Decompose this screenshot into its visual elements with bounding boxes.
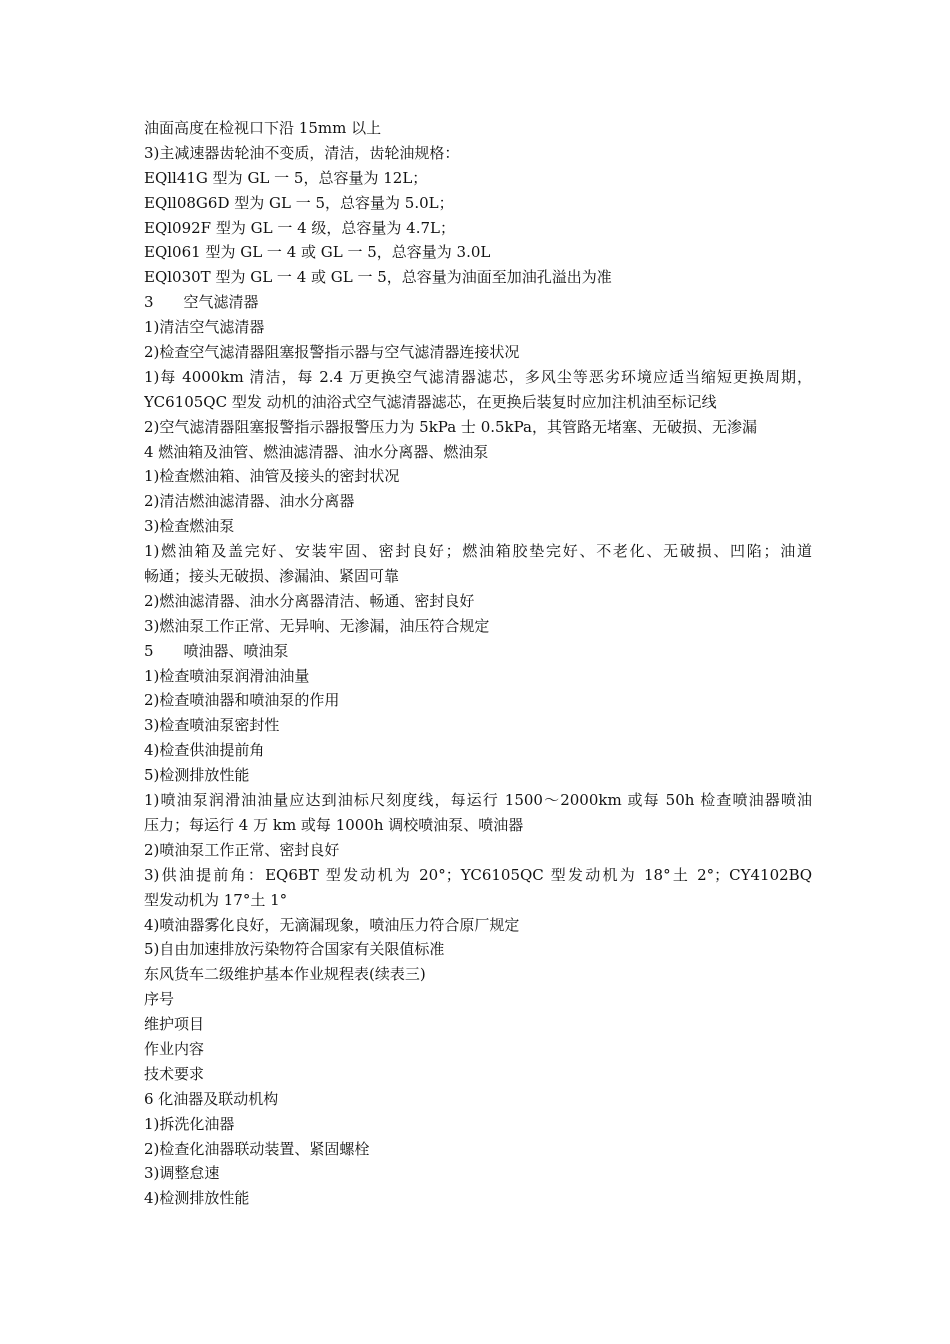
text-line: 2)检查化油器联动装置、紧固螺栓 (144, 1139, 370, 1158)
text-line: 3)供油提前角：EQ6BT 型发动机为 20°；YC6105QC 型发动机为 18°土 2°；CY4102BQ (144, 865, 812, 884)
text-line: 1)喷油泵润滑油油量应达到油标尺刻度线，每运行 1500～2000km 或每 50h 检查喷油器喷油 (144, 791, 812, 810)
text-line: 1)燃油箱及盖完好、安装牢固、密封良好；燃油箱胶垫完好、不老化、无破损、凹陷；油道 (144, 542, 812, 561)
text-line: 畅通；接头无破损、渗漏油、紧固可靠 (144, 567, 400, 586)
text-line: 1)每 4000km 清洁，每 2.4 万更换空气滤清器滤芯，多风尘等恶劣环境应适当缩短更换周期， (144, 367, 812, 386)
text-line: 型发动机为 17°土 1° (144, 890, 288, 909)
section-heading: 4 燃油箱及油管、燃油滤清器、油水分离器、燃油泵 (144, 442, 489, 461)
text-line: 1)检查喷油泵润滑油油量 (144, 666, 310, 685)
text-line: 4)检测排放性能 (144, 1189, 250, 1208)
text-line: EQl061 型为 GL 一 4 或 GL 一 5，总容量为 3.0L (144, 243, 491, 262)
text-line: 5)检测排放性能 (144, 766, 250, 785)
text-line: EQl092F 型为 GL 一 4 级，总容量为 4.7L； (144, 218, 455, 237)
column-header: 序号 (144, 990, 175, 1009)
text-line: 2)清洁燃油滤清器、油水分离器 (144, 492, 355, 511)
table-title: 东风货车二级维护基本作业规程表(续表三) (144, 965, 426, 984)
text-line: EQl030T 型为 GL 一 4 或 GL 一 5，总容量为油面至加油孔溢出为准 (144, 268, 612, 287)
text-line: 2)检查空气滤清器阻塞报警指示器与空气滤清器连接状况 (144, 343, 520, 362)
text-line: 3)调整怠速 (144, 1164, 220, 1183)
section-heading: 6 化油器及联动机构 (144, 1089, 279, 1108)
text-line: 4)喷油器雾化良好，无滴漏现象，喷油压力符合原厂规定 (144, 915, 520, 934)
text-line: 1)清洁空气滤清器 (144, 318, 265, 337)
text-line: EQll08G6D 型为 GL 一 5，总容量为 5.0L； (144, 193, 454, 212)
text-line: 3)主减速器齿轮油不变质，清洁，齿轮油规格： (144, 143, 460, 162)
text-line: 1)拆洗化油器 (144, 1114, 235, 1133)
text-line: 3)检查燃油泵 (144, 517, 235, 536)
section-heading: 5 喷油器、喷油泵 (144, 641, 289, 660)
document-body (144, 116, 812, 1211)
text-line: 2)空气滤清器阻塞报警指示器报警压力为 5kPa 士 0.5kPa，其管路无堵塞、无破损、无渗漏 (144, 417, 758, 436)
text-line: EQll41G 型为 GL 一 5，总容量为 12L； (144, 168, 428, 187)
text-line: YC6105QC 型发 动机的油浴式空气滤清器滤芯，在更换后装复时应加注机油至标记线 (144, 392, 717, 411)
text-line: 压力；每运行 4 万 km 或每 1000h 调校喷油泵、喷油器 (144, 815, 524, 834)
text-line: 2)喷油泵工作正常、密封良好 (144, 840, 340, 859)
column-header: 维护项目 (144, 1015, 205, 1034)
text-line: 1)检查燃油箱、油管及接头的密封状况 (144, 467, 400, 486)
section-heading: 3 空气滤清器 (144, 293, 259, 312)
text-line: 2)检查喷油器和喷油泵的作用 (144, 691, 340, 710)
text-line: 3)检查喷油泵密封性 (144, 716, 280, 735)
column-header: 作业内容 (144, 1039, 205, 1058)
text-line: 3)燃油泵工作正常、无异响、无渗漏，油压符合规定 (144, 616, 490, 635)
text-line: 油面高度在检视口下沿 15mm 以上 (144, 119, 382, 137)
text-line: 2)燃油滤清器、油水分离器清洁、畅通、密封良好 (144, 591, 475, 610)
text-line: 5)自由加速排放污染物符合国家有关限值标准 (144, 940, 445, 959)
text-line: 4)检查供油提前角 (144, 741, 265, 760)
column-header: 技术要求 (144, 1064, 205, 1083)
